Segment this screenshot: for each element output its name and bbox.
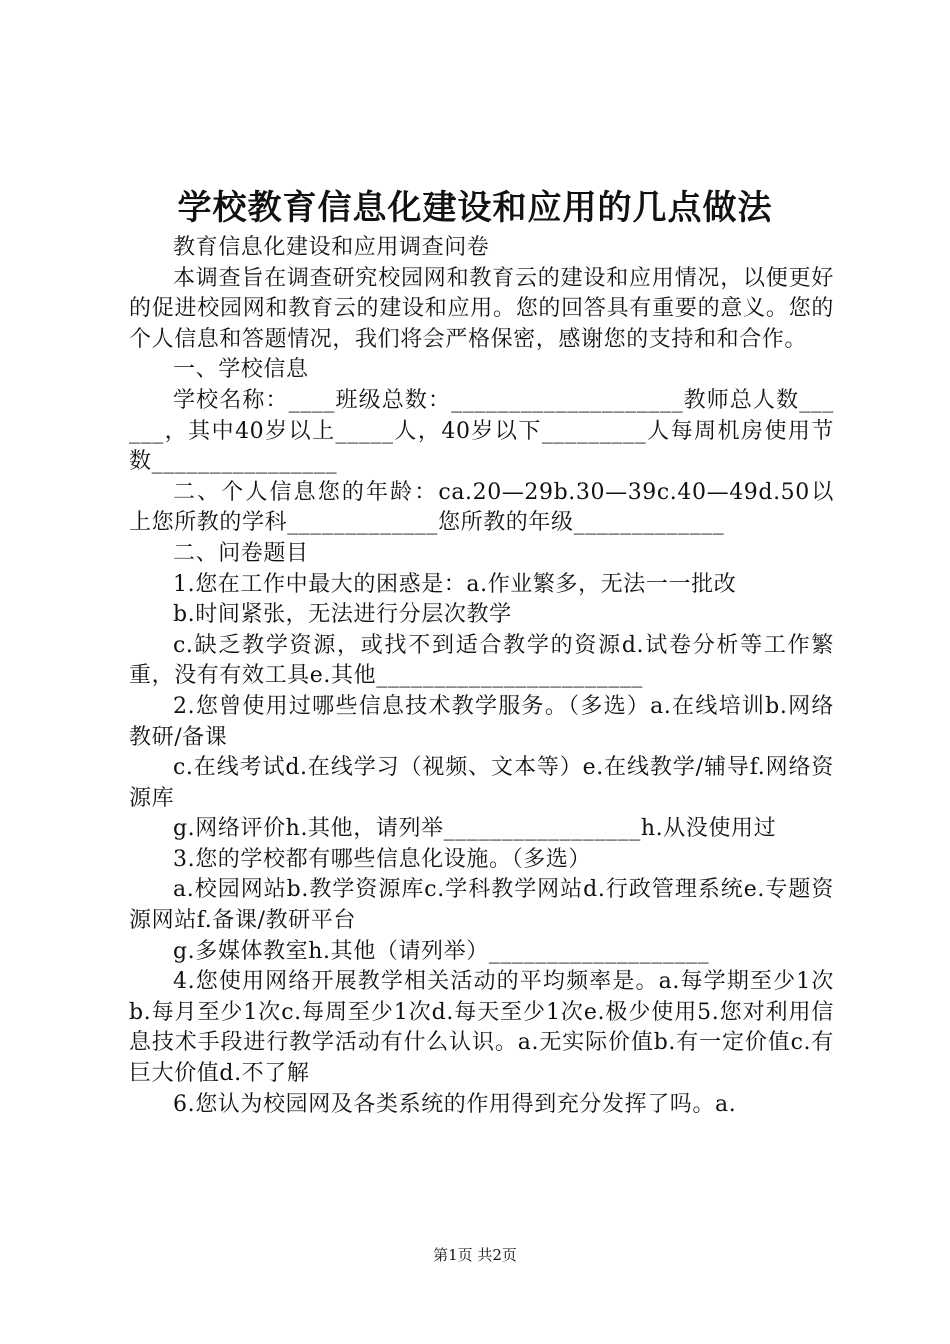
question-6: 6.您认为校园网及各类系统的作用得到充分发挥了吗。a. bbox=[173, 1091, 737, 1117]
section-school-info: 一、学校信息 bbox=[173, 357, 309, 383]
personal-info-fields: 二、个人信息您的年龄：ca.20—29b.30—39c.40—49d.50以上您所教的学科_____________您所教的年级_____________ bbox=[129, 479, 834, 536]
question-4-5: 4.您使用网络开展教学相关活动的平均频率是。a.每学期至少1次b.每月至少1次c.每周至少1次d.每天至少1次e.极少使用5.您对利用信息技术手段进行教学活动有什么认识。a.无实际价值b.有一定价值c.有巨大价值d.不了解 bbox=[129, 969, 834, 1087]
school-info-fields: 学校名称：____班级总数：____________________教师总人数______，其中40岁以上_____人，40岁以下_________人每周机房使用节数________________ bbox=[129, 387, 834, 475]
page-footer: 第1页 共2页 bbox=[433, 1246, 517, 1264]
question-2-options-gh: g.网络评价h.其他，请列举_________________h.从没使用过 bbox=[173, 816, 777, 842]
document-body bbox=[129, 233, 834, 1120]
document-title: 学校教育信息化建设和应用的几点做法 bbox=[177, 188, 773, 228]
question-3: 3.您的学校都有哪些信息化设施。（多选） bbox=[173, 846, 591, 872]
question-2: 2.您曾使用过哪些信息技术教学服务。（多选）a.在线培训b.网络教研/备课 bbox=[129, 693, 834, 750]
question-1-option-b: b.时间紧张，无法进行分层次教学 bbox=[173, 602, 512, 628]
section-questions: 二、问卷题目 bbox=[173, 540, 309, 566]
question-2-options-cdef: c.在线考试d.在线学习（视频、文本等）e.在线教学/辅导f.网络资源库 bbox=[129, 755, 834, 811]
intro-paragraph: 本调查旨在调查研究校园网和教育云的建设和应用情况，以便更好的促进校园网和教育云的建设和应用。您的回答具有重要的意义。您的个人信息和答题情况，我们将会严格保密，感谢您的支持和和合作。 bbox=[129, 265, 834, 352]
survey-heading: 教育信息化建设和应用调查问卷 bbox=[173, 235, 490, 260]
question-3-options-af: a.校园网站b.教学资源库c.学科教学网站d.行政管理系统e.专题资源网站f.备课/教研平台 bbox=[129, 877, 834, 934]
question-1-options-cde: c.缺乏教学资源，或找不到适合教学的资源d.试卷分析等工作繁重，没有有效工具e.其他_______________________ bbox=[129, 632, 834, 689]
question-3-options-gh: g.多媒体教室h.其他（请列举）___________________ bbox=[173, 938, 710, 964]
question-1: 1.您在工作中最大的困惑是：a.作业繁多，无法一一批改 bbox=[173, 571, 737, 597]
